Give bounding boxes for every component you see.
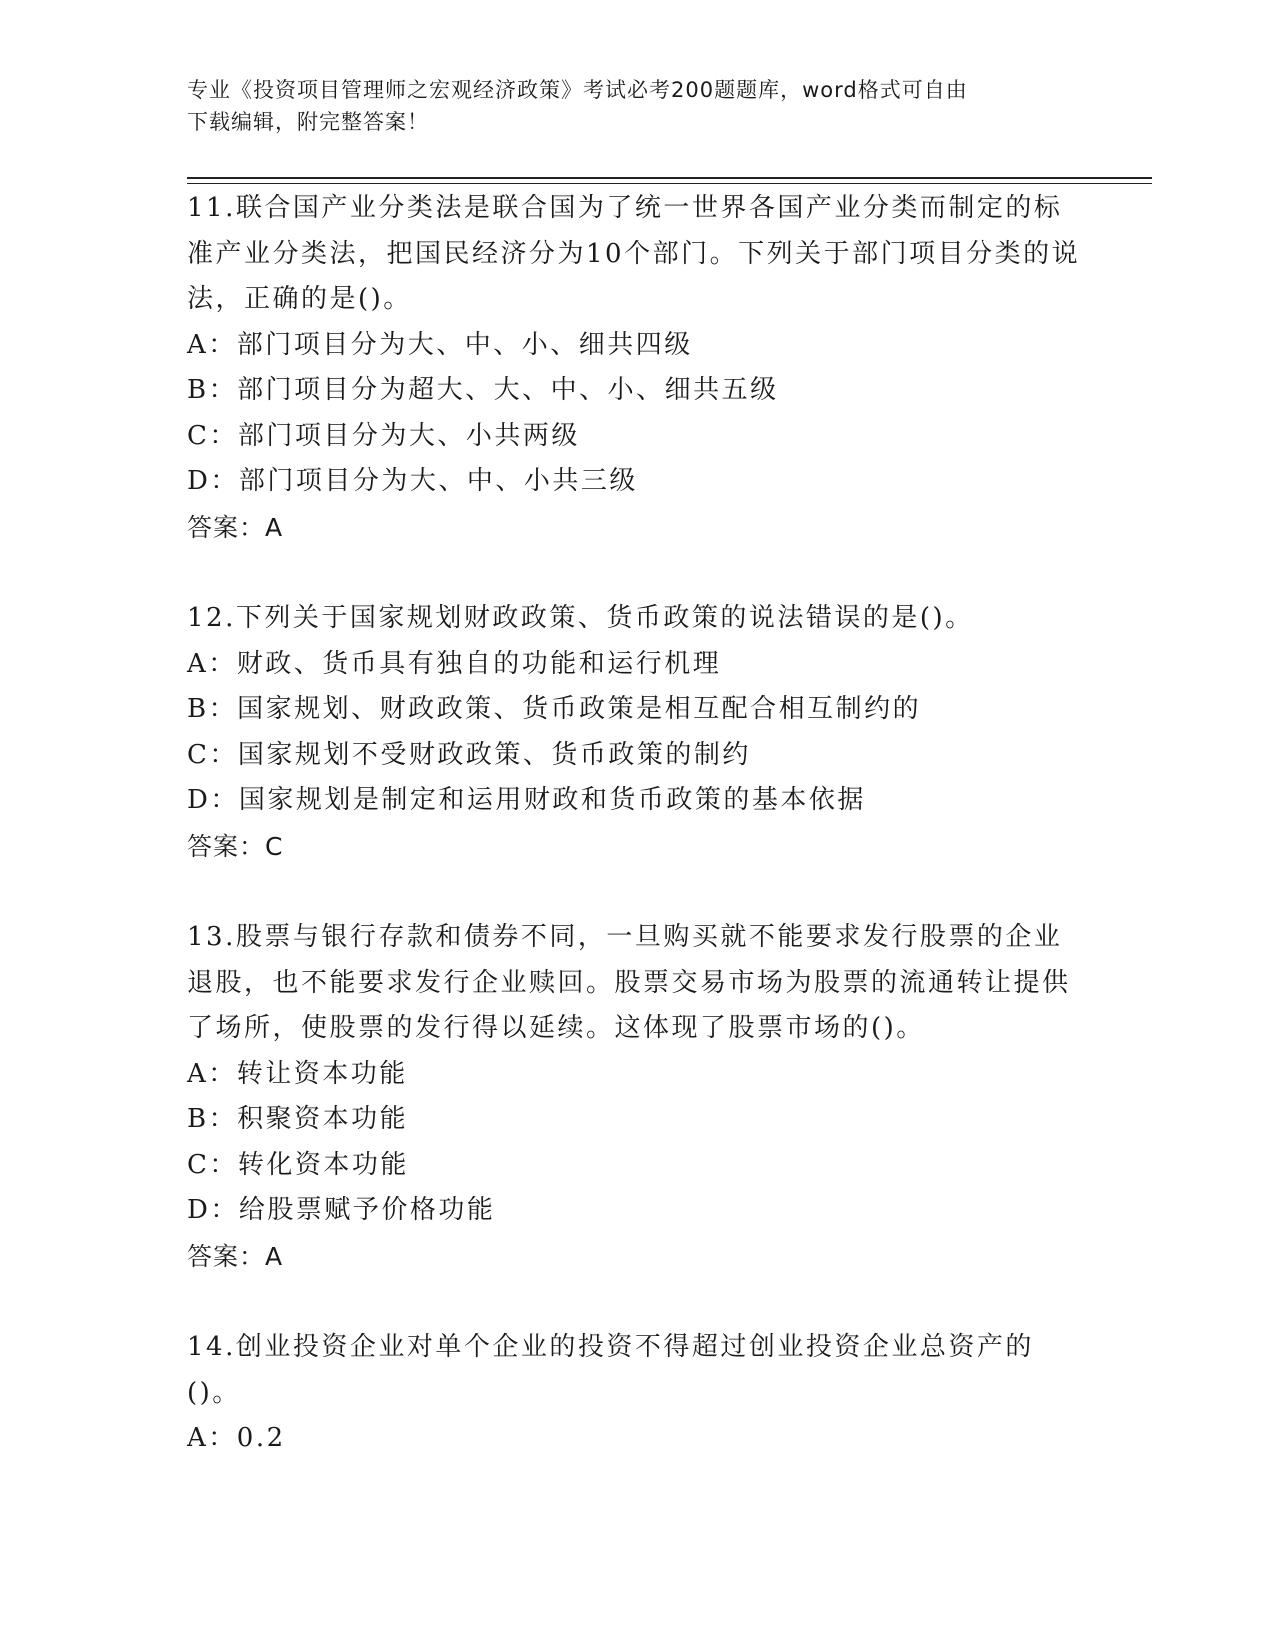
question-13 xyxy=(187,915,1087,1279)
option-d: D：部门项目分为大、中、小共三级 xyxy=(187,466,638,496)
option-d: D：给股票赋予价格功能 xyxy=(187,1195,496,1225)
option-a: A：部门项目分为大、中、小、细共四级 xyxy=(187,329,693,360)
option-d: D：国家规划是制定和运用财政和货币政策的基本依据 xyxy=(187,785,866,815)
option-b: B：部门项目分为超大、大、中、小、细共五级 xyxy=(187,375,779,405)
question-stem: 14.创业投资企业对单个企业的投资不得超过创业投资企业总资产的()。 xyxy=(187,1332,1034,1408)
option-a: A：财政、货币具有独自的功能和运行机理 xyxy=(187,648,722,679)
question-stem: 13.股票与银行存款和债券不同，一旦购买就不能要求发行股票的企业退股，也不能要求发行企业赎回。股票交易市场为股票的流通转让提供了场所，使股票的发行得以延续。这体现了股票市场的()。 xyxy=(187,922,1071,1043)
answer-line: 答案：A xyxy=(187,1241,284,1271)
question-11 xyxy=(187,186,1087,550)
option-b: B：积聚资本功能 xyxy=(187,1104,409,1134)
header-rule-thin xyxy=(187,183,1152,184)
question-list xyxy=(187,186,1087,1508)
question-stem: 11.联合国产业分类法是联合国为了统一世界各国产业分类而制定的标准产业分类法，把国民经济分为10个部门。下列关于部门项目分类的说法，正确的是()。 xyxy=(187,193,1081,314)
question-12 xyxy=(187,596,1087,869)
question-stem: 12.下列关于国家规划财政政策、货币政策的说法错误的是()。 xyxy=(187,603,974,633)
option-c: C：转化资本功能 xyxy=(187,1149,409,1180)
header-rule-thick xyxy=(187,177,1152,179)
option-a: A：0.2 xyxy=(187,1423,286,1453)
option-b: B：国家规划、财政政策、货币政策是相互配合相互制约的 xyxy=(187,694,922,724)
question-14 xyxy=(187,1325,1087,1462)
header-line-1: 专业《投资项目管理师之宏观经济政策》考试必考200题题库，word格式可自由 xyxy=(187,78,968,102)
option-c: C：部门项目分为大、小共两级 xyxy=(187,420,580,451)
header-line-2: 下载编辑，附完整答案！ xyxy=(187,110,429,134)
document-header xyxy=(187,74,1067,138)
option-c: C：国家规划不受财政政策、货币政策的制约 xyxy=(187,739,751,770)
answer-line: 答案：C xyxy=(187,831,284,861)
answer-line: 答案：A xyxy=(187,512,284,542)
option-a: A：转让资本功能 xyxy=(187,1058,408,1089)
